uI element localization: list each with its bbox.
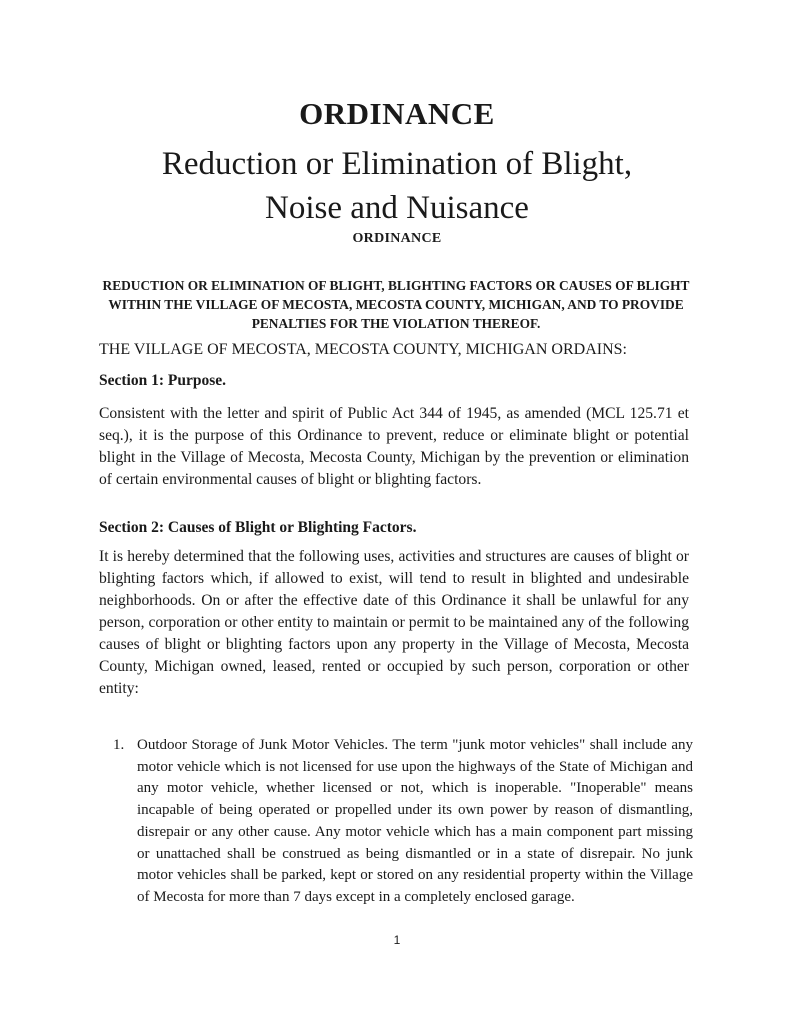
- section-1-heading: Section 1: Purpose.: [99, 372, 227, 389]
- section-2-heading: Section 2: Causes of Blight or Blighting Factors.: [99, 519, 417, 536]
- document-title: ORDINANCE: [299, 96, 495, 131]
- list-item-text: Outdoor Storage of Junk Motor Vehicles. The term "junk motor vehicles" shall include any motor vehicle which is not licensed for use upon the highways of the State of Michigan and any motor vehicle, whether licensed or not, which is inoperable. "Inoperable" means incapable of being operated or propelled under its own power by reason of dismantling, disrepair or any other cause. Any motor vehicle which has a main component part missing or unattached shall be construed as being dismantled or in a state of disrepair. No junk motor vehicles shall be parked, kept or stored on any residential property within the Village of Mecosta for more than 7 days except in a completely enclosed garage.: [137, 737, 693, 905]
- list-item-number: 1.: [113, 737, 125, 753]
- list-item: [113, 735, 693, 909]
- subtitle-line-2: Noise and Nuisance: [265, 190, 529, 226]
- section-2-body: It is hereby determined that the following uses, activities and structures are causes of blight or blighting factors which, if allowed to exist, will tend to result in blighted and undesirable neighborhoods. On or after the effective date of this Ordinance it shall be unlawful for any person, corporation or other entity to maintain or permit to be maintained any of the following causes of blight or blighting factors upon any property in the Village of Mecosta, Mecosta County, Michigan owned, leased, rented or occupied by such person, corporation or other entity:: [99, 548, 689, 697]
- page-number: 1: [393, 933, 401, 947]
- section-1-body: Consistent with the letter and spirit of Public Act 344 of 1945, as amended (MCL 125.71 et seq.), it is the purpose of this Ordinance to prevent, reduce or eliminate blight or potential blight in the Village of Mecosta, Mecosta County, Michigan by the prevention or elimination of certain environmental causes of blight or blighting factors.: [99, 405, 689, 488]
- ordinance-label: ORDINANCE: [352, 231, 442, 246]
- subtitle-line-1: Reduction or Elimination of Blight,: [161, 146, 633, 182]
- ordains-line: THE VILLAGE OF MECOSTA, MECOSTA COUNTY, MICHIGAN ORDAINS:: [99, 341, 627, 358]
- ordinance-caption: REDUCTION OR ELIMINATION OF BLIGHT, BLIGHTING FACTORS OR CAUSES OF BLIGHT WITHIN THE VILLAGE OF MECOSTA, MECOSTA COUNTY, MICHIGAN, AND TO PROVIDE PENALTIES FOR THE VIOLATION THEREOF.: [102, 278, 690, 331]
